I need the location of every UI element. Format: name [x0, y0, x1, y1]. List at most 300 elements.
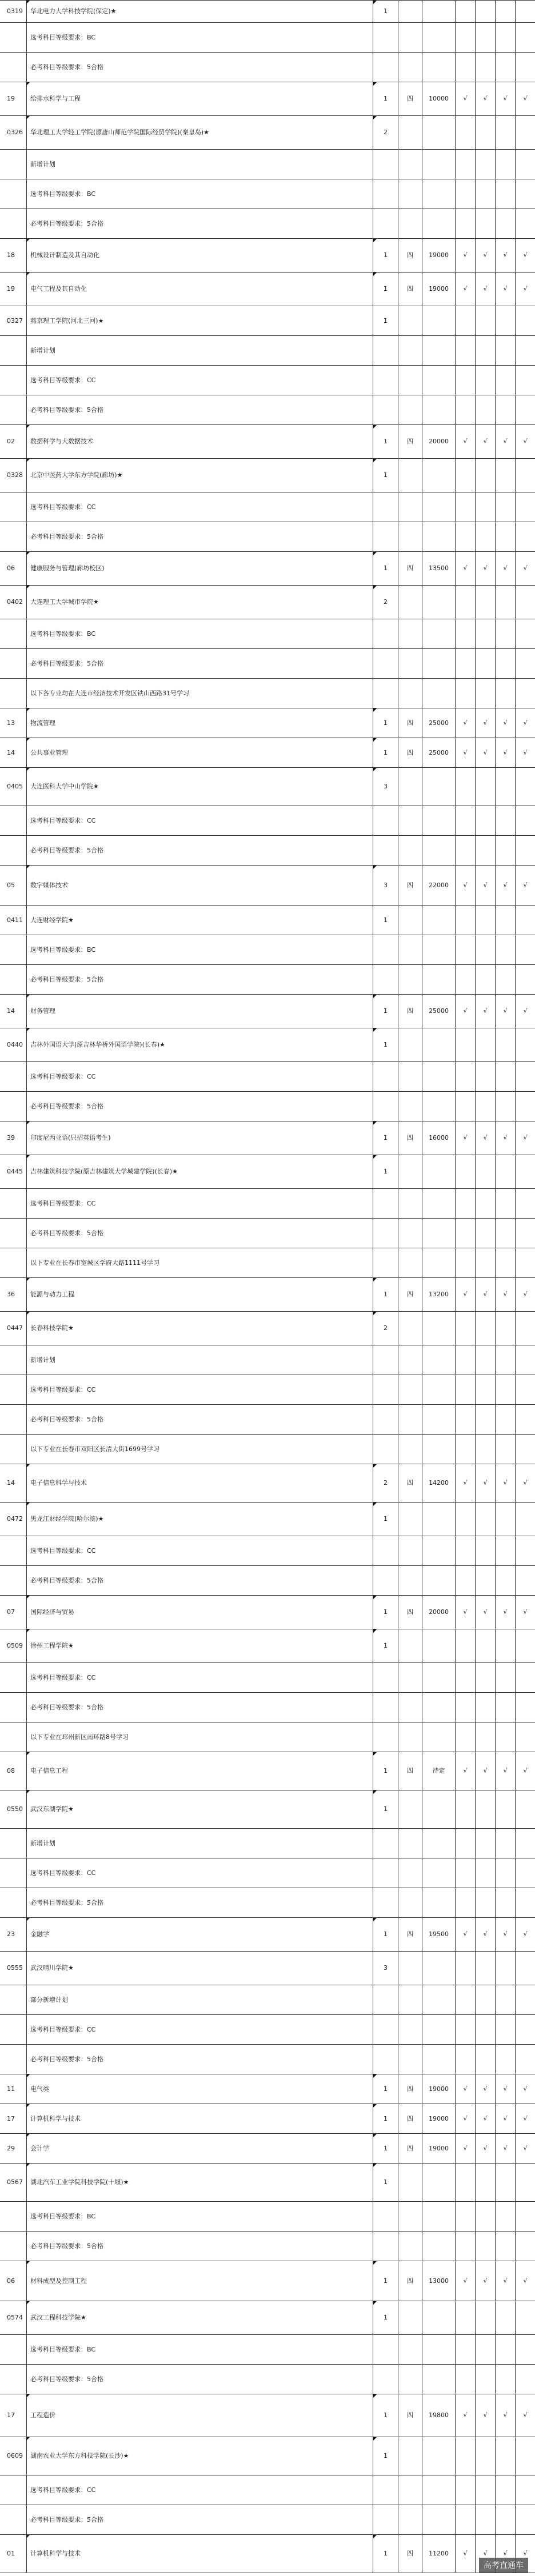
- plan-count-cell: 1: [373, 2164, 398, 2201]
- subject-check-cell: √: [455, 2261, 475, 2301]
- subject-check-cell: [515, 53, 535, 82]
- tuition-cell: [422, 2301, 455, 2334]
- plan-count-cell: [373, 1693, 398, 1722]
- major-name: 能源与动力工程: [26, 1278, 373, 1311]
- requirement-text: 必考科目等级要求：5合格: [26, 1219, 373, 1248]
- plan-count-cell: 1: [373, 1028, 398, 1061]
- cell-corner-marker-icon: [373, 1629, 377, 1633]
- requirement-row: [0, 522, 535, 552]
- subject-check-cell: [495, 23, 515, 52]
- plan-count-cell: 1: [373, 2134, 398, 2163]
- plan-count-cell: 1: [373, 1790, 398, 1828]
- subject-check-cell: [495, 1345, 515, 1375]
- cell-corner-marker-icon: [373, 1790, 377, 1794]
- major-name: 国际经济与贸易: [26, 1596, 373, 1629]
- tuition-cell: [422, 1503, 455, 1536]
- code-cell: 0567: [7, 2178, 23, 2186]
- major-row: [0, 1121, 535, 1155]
- requirement-row: [0, 1248, 535, 1278]
- plan-count-cell: [373, 2335, 398, 2364]
- plan-count-cell: [373, 836, 398, 865]
- study-years-cell: [398, 2365, 422, 2394]
- subject-check-cell: [495, 306, 515, 335]
- subject-check-cell: √: [455, 1121, 475, 1155]
- cell-corner-marker-icon: [373, 1752, 377, 1756]
- study-years-cell: [398, 1345, 422, 1375]
- subject-check-cell: [475, 150, 495, 179]
- subject-check-cell: [475, 1435, 495, 1464]
- subject-check-cell: √: [475, 1918, 495, 1951]
- cell-corner-marker-icon: [26, 1278, 30, 1281]
- code-cell: [0, 1722, 26, 1752]
- subject-check-cell: [495, 1405, 515, 1434]
- tuition-cell: [422, 1, 455, 22]
- subject-check-cell: [515, 1663, 535, 1692]
- study-years-cell: 四: [398, 425, 422, 458]
- subject-check-cell: √: [495, 2134, 515, 2163]
- study-years-cell: [398, 1722, 422, 1752]
- plan-count-cell: [373, 1435, 398, 1464]
- subject-check-cell: [475, 1219, 495, 1248]
- cell-corner-marker-icon: [373, 2261, 377, 2265]
- subject-check-cell: [455, 1503, 475, 1536]
- requirement-row: [0, 1092, 535, 1121]
- requirement-text: 选考科目等级要求：BC: [26, 23, 373, 52]
- study-years-cell: 四: [398, 738, 422, 767]
- subject-check-cell: [475, 586, 495, 619]
- study-years-cell: [398, 2437, 422, 2475]
- tuition-cell: [422, 2505, 455, 2534]
- study-years-cell: [398, 649, 422, 678]
- subject-check-cell: √: [495, 1464, 515, 1502]
- study-years-cell: 四: [398, 552, 422, 585]
- code-cell: 02: [7, 438, 15, 445]
- code-cell: [0, 1663, 26, 1692]
- subject-check-cell: [495, 179, 515, 209]
- cell-corner-marker-icon: [26, 1503, 30, 1506]
- study-years-cell: [398, 459, 422, 492]
- code-cell: 19: [7, 95, 15, 102]
- subject-check-cell: [495, 53, 515, 82]
- code-cell: 0411: [7, 916, 23, 924]
- study-years-cell: [398, 53, 422, 82]
- study-years-cell: 四: [398, 1121, 422, 1155]
- code-cell: 0405: [7, 783, 23, 790]
- cell-corner-marker-icon: [26, 2164, 30, 2167]
- code-cell: 0440: [7, 1041, 23, 1048]
- subject-check-cell: [455, 965, 475, 994]
- subject-check-cell: √: [455, 2535, 475, 2573]
- study-years-cell: [398, 1435, 422, 1464]
- subject-check-cell: √: [455, 552, 475, 585]
- cell-corner-marker-icon: [373, 2134, 377, 2137]
- plan-count-cell: 1: [373, 2301, 398, 2334]
- requirement-row: [0, 336, 535, 366]
- plan-count-cell: [373, 1248, 398, 1277]
- subject-check-cell: [495, 1092, 515, 1121]
- subject-check-cell: √: [475, 2535, 495, 2573]
- code-cell: [0, 1189, 26, 1218]
- subject-check-cell: √: [475, 425, 495, 458]
- plan-count-cell: [373, 2475, 398, 2505]
- subject-check-cell: √: [455, 1918, 475, 1951]
- major-row: [0, 1752, 535, 1790]
- plan-count-cell: 1: [373, 1503, 398, 1536]
- tuition-cell: [422, 649, 455, 678]
- subject-check-cell: [475, 679, 495, 708]
- plan-count-cell: [373, 2045, 398, 2074]
- cell-corner-marker-icon: [373, 1503, 377, 1506]
- subject-check-cell: √: [515, 1121, 535, 1155]
- subject-check-cell: [455, 1566, 475, 1595]
- requirement-text: 必考科目等级要求：5合格: [26, 836, 373, 865]
- tuition-cell: [422, 336, 455, 365]
- subject-check-cell: [515, 649, 535, 678]
- study-years-cell: [398, 1566, 422, 1595]
- study-years-cell: [398, 1663, 422, 1692]
- subject-check-cell: [475, 53, 495, 82]
- subject-check-cell: √: [455, 2394, 475, 2437]
- subject-check-cell: [475, 2164, 495, 2201]
- tuition-cell: 22000: [422, 866, 455, 905]
- subject-check-cell: [455, 1722, 475, 1752]
- subject-check-cell: [495, 586, 515, 619]
- subject-check-cell: √: [455, 239, 475, 272]
- subject-check-cell: [495, 522, 515, 551]
- subject-check-cell: √: [495, 1121, 515, 1155]
- subject-check-cell: [495, 1722, 515, 1752]
- major-name: 材料成型及控制工程: [26, 2261, 373, 2301]
- subject-check-cell: [515, 906, 535, 935]
- study-years-cell: [398, 2015, 422, 2044]
- school-name: 大连财经学院★: [26, 906, 373, 935]
- subject-check-cell: √: [495, 708, 515, 738]
- subject-check-cell: √: [475, 995, 495, 1028]
- subject-check-cell: [515, 1985, 535, 2014]
- subject-check-cell: √: [495, 2394, 515, 2437]
- requirement-text: 选考科目等级要求：BC: [26, 619, 373, 648]
- subject-check-cell: [495, 1028, 515, 1061]
- tuition-cell: [422, 1345, 455, 1375]
- tuition-cell: [422, 1722, 455, 1752]
- cell-corner-marker-icon: [373, 1, 377, 4]
- tuition-cell: [422, 1629, 455, 1662]
- subject-check-cell: [515, 1375, 535, 1404]
- requirement-text: 必考科目等级要求：5合格: [26, 2365, 373, 2394]
- cell-corner-marker-icon: [26, 708, 30, 712]
- study-years-cell: [398, 2164, 422, 2201]
- code-cell: [0, 806, 26, 835]
- code-cell: [0, 209, 26, 238]
- cell-corner-marker-icon: [26, 1312, 30, 1315]
- requirement-text: 以下专业在长春市宽城区学府大路1111号学习: [26, 1248, 373, 1277]
- major-row: [0, 995, 535, 1028]
- major-row: [0, 1278, 535, 1312]
- subject-check-cell: [515, 1062, 535, 1091]
- subject-check-cell: [515, 935, 535, 964]
- subject-check-cell: [455, 586, 475, 619]
- subject-check-cell: [475, 1028, 495, 1061]
- tuition-cell: 14200: [422, 1464, 455, 1502]
- subject-check-cell: [475, 2505, 495, 2534]
- cell-corner-marker-icon: [373, 738, 377, 742]
- subject-check-cell: [475, 395, 495, 424]
- major-row: [0, 866, 535, 906]
- plan-count-cell: [373, 1829, 398, 1858]
- subject-check-cell: [475, 1503, 495, 1536]
- code-cell: [0, 1405, 26, 1434]
- code-cell: [0, 1345, 26, 1375]
- subject-check-cell: [495, 1375, 515, 1404]
- subject-check-cell: [455, 619, 475, 648]
- cell-corner-marker-icon: [373, 866, 377, 869]
- code-cell: [0, 336, 26, 365]
- plan-count-cell: [373, 806, 398, 835]
- subject-check-cell: [455, 1952, 475, 1985]
- subject-check-cell: [515, 1028, 535, 1061]
- subject-check-cell: √: [475, 2134, 495, 2163]
- subject-check-cell: [495, 906, 515, 935]
- tuition-cell: [422, 1829, 455, 1858]
- subject-check-cell: [475, 2301, 495, 2334]
- study-years-cell: [398, 1858, 422, 1888]
- subject-check-cell: √: [475, 239, 495, 272]
- tuition-cell: [422, 619, 455, 648]
- subject-check-cell: √: [475, 1596, 495, 1629]
- tuition-cell: [422, 1312, 455, 1345]
- subject-check-cell: [455, 1155, 475, 1188]
- plan-count-cell: [373, 649, 398, 678]
- subject-check-cell: √: [455, 866, 475, 905]
- subject-check-cell: [455, 1536, 475, 1565]
- tuition-cell: [422, 1189, 455, 1218]
- tuition-cell: [422, 1536, 455, 1565]
- code-cell: [0, 935, 26, 964]
- cell-corner-marker-icon: [373, 1155, 377, 1159]
- cell-corner-marker-icon: [373, 1312, 377, 1315]
- tuition-cell: 待定: [422, 1752, 455, 1790]
- subject-check-cell: [475, 2045, 495, 2074]
- tuition-cell: [422, 1155, 455, 1188]
- school-name: 吉林建筑科技学院(原吉林建筑大学城建学院)(长春)★: [26, 1155, 373, 1188]
- requirement-row: [0, 2505, 535, 2535]
- subject-check-cell: [495, 1536, 515, 1565]
- cell-corner-marker-icon: [26, 1121, 30, 1125]
- subject-check-cell: [475, 1629, 495, 1662]
- cell-corner-marker-icon: [26, 2535, 30, 2538]
- subject-check-cell: [455, 1858, 475, 1888]
- requirement-row: [0, 2335, 535, 2365]
- subject-check-cell: [515, 306, 535, 335]
- subject-check-cell: [475, 336, 495, 365]
- subject-check-cell: [475, 965, 495, 994]
- subject-check-cell: [515, 1435, 535, 1464]
- code-cell: 01: [7, 2550, 15, 2557]
- major-row: [0, 2134, 535, 2164]
- code-cell: 11: [7, 2085, 15, 2093]
- subject-check-cell: [455, 2202, 475, 2231]
- tuition-cell: [422, 2365, 455, 2394]
- tuition-cell: [422, 768, 455, 806]
- subject-check-cell: √: [515, 2535, 535, 2573]
- requirement-row: [0, 1375, 535, 1405]
- study-years-cell: [398, 492, 422, 522]
- major-row: [0, 1596, 535, 1629]
- requirement-text: 新增计划: [26, 1829, 373, 1858]
- school-name: 武汉晴川学院★: [26, 1952, 373, 1985]
- subject-check-cell: [515, 1536, 535, 1565]
- subject-check-cell: [475, 1790, 495, 1828]
- watermark: 高考直通车: [479, 2558, 528, 2573]
- cell-corner-marker-icon: [373, 2164, 377, 2167]
- study-years-cell: [398, 1790, 422, 1828]
- study-years-cell: [398, 1248, 422, 1277]
- cell-corner-marker-icon: [373, 239, 377, 242]
- requirement-text: 选考科目等级要求：CC: [26, 2015, 373, 2044]
- code-cell: [0, 965, 26, 994]
- subject-check-cell: √: [475, 1464, 495, 1502]
- subject-check-cell: √: [495, 552, 515, 585]
- subject-check-cell: [455, 2437, 475, 2475]
- requirement-row: [0, 179, 535, 209]
- code-cell: 06: [7, 2277, 15, 2285]
- subject-check-cell: √: [495, 995, 515, 1028]
- study-years-cell: [398, 1, 422, 22]
- plan-count-cell: 1: [373, 459, 398, 492]
- cell-corner-marker-icon: [373, 116, 377, 119]
- subject-check-cell: √: [495, 273, 515, 306]
- plan-count-cell: 1: [373, 2261, 398, 2301]
- school-name: 湖南农业大学东方科技学院(长沙)★: [26, 2437, 373, 2475]
- requirement-text: 选考科目等级要求：BC: [26, 179, 373, 209]
- plan-count-cell: 1: [373, 1, 398, 22]
- tuition-cell: [422, 1248, 455, 1277]
- cell-corner-marker-icon: [26, 459, 30, 462]
- study-years-cell: [398, 1536, 422, 1565]
- code-cell: 14: [7, 748, 15, 756]
- cell-corner-marker-icon: [26, 116, 30, 119]
- subject-check-cell: [455, 1248, 475, 1277]
- tuition-cell: [422, 1952, 455, 1985]
- subject-check-cell: [495, 2365, 515, 2394]
- school-row: [0, 1503, 535, 1536]
- subject-check-cell: √: [515, 552, 535, 585]
- subject-check-cell: √: [495, 82, 515, 115]
- subject-check-cell: √: [455, 995, 475, 1028]
- subject-check-cell: [475, 116, 495, 149]
- plan-count-cell: [373, 935, 398, 964]
- tuition-cell: 19000: [422, 2104, 455, 2133]
- school-row: [0, 1952, 535, 1985]
- study-years-cell: 四: [398, 866, 422, 905]
- tuition-cell: [422, 1435, 455, 1464]
- code-cell: [0, 2232, 26, 2261]
- major-row: [0, 239, 535, 273]
- subject-check-cell: √: [515, 708, 535, 738]
- code-cell: 23: [7, 1930, 15, 1938]
- subject-check-cell: [515, 366, 535, 395]
- study-years-cell: [398, 906, 422, 935]
- subject-check-cell: [515, 1345, 535, 1375]
- subject-check-cell: [455, 1405, 475, 1434]
- subject-check-cell: [495, 2437, 515, 2475]
- subject-check-cell: [475, 2365, 495, 2394]
- cell-corner-marker-icon: [26, 1596, 30, 1599]
- requirement-row: [0, 1722, 535, 1752]
- subject-check-cell: [475, 1189, 495, 1218]
- subject-check-cell: [475, 806, 495, 835]
- cell-corner-marker-icon: [26, 1028, 30, 1032]
- tuition-cell: [422, 2437, 455, 2475]
- plan-count-cell: 1: [373, 2437, 398, 2475]
- study-years-cell: [398, 179, 422, 209]
- plan-count-cell: 1: [373, 906, 398, 935]
- subject-check-cell: [455, 1, 475, 22]
- code-cell: [0, 150, 26, 179]
- plan-count-cell: [373, 679, 398, 708]
- subject-check-cell: [495, 116, 515, 149]
- plan-count-cell: [373, 1858, 398, 1888]
- study-years-cell: [398, 1503, 422, 1536]
- subject-check-cell: [495, 1248, 515, 1277]
- plan-count-cell: [373, 2365, 398, 2394]
- requirement-row: [0, 53, 535, 82]
- subject-check-cell: [475, 1858, 495, 1888]
- study-years-cell: [398, 2505, 422, 2534]
- school-row: [0, 459, 535, 492]
- study-years-cell: [398, 2202, 422, 2231]
- subject-check-cell: [455, 1663, 475, 1692]
- cell-corner-marker-icon: [26, 1629, 30, 1633]
- cell-corner-marker-icon: [373, 768, 377, 771]
- plan-count-cell: 1: [373, 552, 398, 585]
- study-years-cell: 四: [398, 708, 422, 738]
- tuition-cell: [422, 522, 455, 551]
- subject-check-cell: √: [515, 1752, 535, 1790]
- plan-count-cell: 2: [373, 1312, 398, 1345]
- tuition-cell: [422, 1858, 455, 1888]
- requirement-text: 新增计划: [26, 336, 373, 365]
- study-years-cell: 四: [398, 1918, 422, 1951]
- cell-corner-marker-icon: [373, 1028, 377, 1032]
- school-name: 燕京理工学院(河北三河)★: [26, 306, 373, 335]
- study-years-cell: [398, 1092, 422, 1121]
- plan-count-cell: 1: [373, 239, 398, 272]
- study-years-cell: [398, 1312, 422, 1345]
- tuition-cell: [422, 209, 455, 238]
- school-row: [0, 1629, 535, 1663]
- subject-check-cell: [495, 2045, 515, 2074]
- school-row: [0, 768, 535, 806]
- requirement-row: [0, 679, 535, 708]
- code-cell: 14: [7, 1479, 15, 1487]
- subject-check-cell: [495, 1155, 515, 1188]
- subject-check-cell: [455, 768, 475, 806]
- tuition-cell: [422, 492, 455, 522]
- subject-check-cell: √: [475, 273, 495, 306]
- requirement-text: 选考科目等级要求：CC: [26, 492, 373, 522]
- requirement-row: [0, 1536, 535, 1566]
- subject-check-cell: [455, 1312, 475, 1345]
- study-years-cell: 四: [398, 995, 422, 1028]
- tuition-cell: 20000: [422, 425, 455, 458]
- school-name: 华北电力大学科技学院(保定)★: [26, 1, 373, 22]
- subject-check-cell: [495, 1888, 515, 1917]
- subject-check-cell: [515, 619, 535, 648]
- school-name: 武汉工程科技学院★: [26, 2301, 373, 2334]
- tuition-cell: [422, 1790, 455, 1828]
- school-name: 徐州工程学院★: [26, 1629, 373, 1662]
